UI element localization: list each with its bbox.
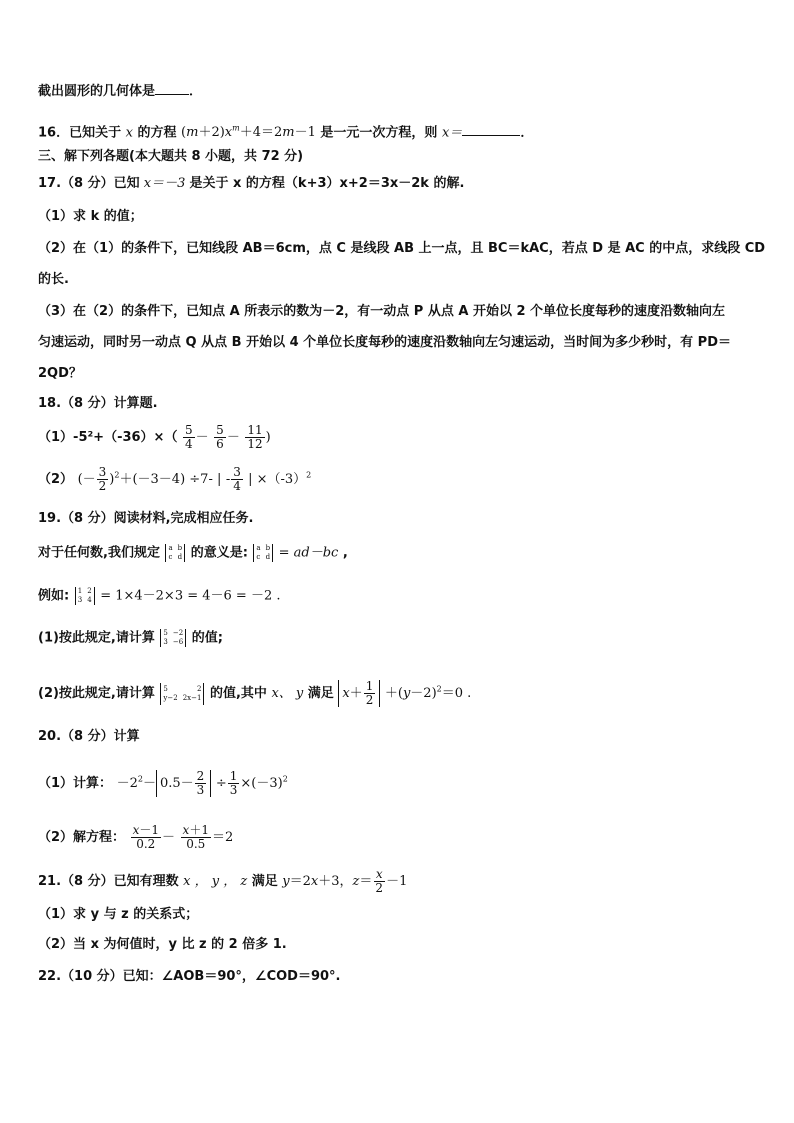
- q18-p2-text: （2）: [38, 472, 74, 487]
- fraction: $\frac{x+1}{0.5}$: [182, 823, 209, 851]
- q20-p1: （1）计算： $-2^2- 0.5-$ $\frac{2}{3}$ ÷ $\frac{1}{3}$ $\times(-3)^2$: [38, 769, 288, 797]
- q18-p2: （2） (－ $\frac{3}{2}$ )$^2$＋(－3－4) ÷7- | - $\frac{3}{4}$ | $\times(-3)^2$: [38, 465, 312, 493]
- q16-text-c: 是一元一次方程，则: [320, 125, 438, 141]
- q21-head-b: 满足: [251, 874, 278, 889]
- q21-head-a: 21.（8 分）已知有理数: [38, 874, 179, 889]
- q19-p2-a: (2)按此规定,请计算: [38, 686, 155, 701]
- abs-value: 0.5－ $\frac{2}{3}$: [156, 770, 211, 797]
- answer-blank: [155, 82, 189, 95]
- q19-p2-c: 满足: [307, 686, 334, 701]
- q16: 16．已知关于 x 的方程 $(m+2)x^m+4=2m-1$ 是一元一次方程，则 x＝ ．: [38, 124, 534, 141]
- fraction: $\frac{3}{4}$: [233, 465, 241, 493]
- q19-ex-label: 例如:: [38, 588, 70, 604]
- fraction: $\frac{5}{6}$: [216, 423, 224, 451]
- fraction: $\frac{1}{3}$: [229, 769, 238, 797]
- q16-text-a: 16．已知关于: [38, 125, 122, 141]
- q19-p1: [38, 629, 223, 648]
- q17-p1: （1）求 k 的值；: [38, 209, 143, 224]
- q19-ex-eq: = 1×4－2×3 = 4－6 = －2 .: [100, 588, 281, 604]
- q20-p1-text: （1）计算：: [38, 776, 113, 791]
- q19-p2: (2)按此规定,请计算 5 2 y−2 2x−1 的值,其中 x、 y 满足 x＋ $\frac{1}{2}$ $+(y-2)^2=0$ .: [38, 679, 472, 707]
- q20-p2-text: （2）解方程：: [38, 830, 126, 845]
- q15-text: 截出圆形的几何体是: [38, 84, 156, 99]
- q17-p2b: 的长.: [38, 272, 69, 287]
- q17-head-b: 是关于 x 的方程（k+3）x+2＝3x－2k 的解.: [189, 176, 465, 191]
- q19-p2-b: 的值,其中: [209, 686, 267, 701]
- q20-head: 20.（8 分）计算: [38, 729, 140, 744]
- fraction: $\frac{x-1}{0.2}$: [132, 823, 159, 851]
- determinant: 5 −2 3 −6: [160, 629, 186, 647]
- q19-p1-a: (1)按此规定,请计算: [38, 630, 155, 646]
- q17-head: [38, 175, 464, 193]
- q17-p2a: （2）在（1）的条件下，已知线段 AB＝6cm，点 C 是线段 AB 上一点，且 BC＝kAC，若点 D 是 AC 的中点，求线段 CD: [38, 241, 766, 256]
- q19-head: 19.（8 分）阅读材料,完成相应任务.: [38, 511, 254, 526]
- q21-head: 21.（8 分）已知有理数 x ， y ， z 满足 y＝2x＋3，z＝ $\frac{x}{2}$ －1: [38, 867, 408, 895]
- fraction: $\frac{5}{4}$: [184, 423, 193, 451]
- section-header: 三、解下列各题(本大题共 8 小题，共 72 分): [38, 149, 304, 164]
- q17-head-a: 17.（8 分）已知: [38, 176, 140, 191]
- determinant: 1 2 3 4: [75, 587, 95, 605]
- determinant: a b c d: [253, 544, 273, 562]
- q18-head: 18.（8 分）计算题.: [38, 396, 158, 411]
- determinant: 5 2 y−2 2x−1: [160, 683, 204, 705]
- answer-blank: [462, 123, 520, 136]
- q17-p3a: （3）在（2）的条件下，已知点 A 所表示的数为－2，有一动点 P 从点 A 开始以 2 个单位长度每秒的速度沿数轴向左: [38, 304, 726, 319]
- q21-p2: （2）当 x 为何值时，y 比 z 的 2 倍多 1.: [38, 937, 287, 952]
- q19-example: [38, 587, 281, 606]
- q18-p1-text: （1）-5²+（-36）×（: [38, 430, 178, 445]
- q16-var-x: x: [125, 125, 133, 141]
- q17-p3c: 2QD？: [38, 366, 82, 381]
- q19-p1-b: 的值;: [191, 630, 223, 646]
- determinant: a b c d: [165, 544, 185, 562]
- q21-p1: （1）求 y 与 z 的关系式；: [38, 907, 199, 922]
- q19-def: 对于任何数,我们规定 a b c d 的意义是: a b c d = ad－bc ,: [38, 544, 348, 561]
- q22: 22.（10 分）已知：∠AOB＝90°，∠COD＝90°.: [38, 969, 341, 984]
- q19-def-a: 对于任何数,我们规定: [38, 545, 160, 561]
- q15-tail: 截出圆形的几何体是 ．: [38, 84, 203, 99]
- q20-p2: （2）解方程： $\frac{x-1}{0.2}$ － $\frac{x+1}{0.5}$ ＝2: [38, 823, 234, 851]
- q18-p1: （1）-5²+（-36）×（ $\frac{5}{4}$ － $\frac{5}{6}$ － $\frac{11}{12}$ ): [38, 423, 271, 451]
- q17-cond: x＝－3: [139, 176, 190, 191]
- q19-def-b: 的意义是:: [190, 545, 248, 561]
- abs-value: x＋ $\frac{1}{2}$: [338, 680, 380, 707]
- q16-text-b: 的方程: [137, 125, 177, 141]
- q17-p3b: 匀速运动，同时另一动点 Q 从点 B 开始以 4 个单位长度每秒的速度沿数轴向左匀速运动，当时间为多少秒时，有 PD＝: [38, 335, 732, 350]
- q16-equation: $(m+2)x^m+4=2m-1$: [181, 124, 316, 141]
- fraction: $\frac{3}{2}$: [98, 465, 107, 493]
- fraction: $\frac{x}{2}$: [375, 867, 384, 895]
- fraction: $\frac{11}{12}$: [247, 423, 263, 451]
- q16-answer-var: x＝: [441, 125, 463, 141]
